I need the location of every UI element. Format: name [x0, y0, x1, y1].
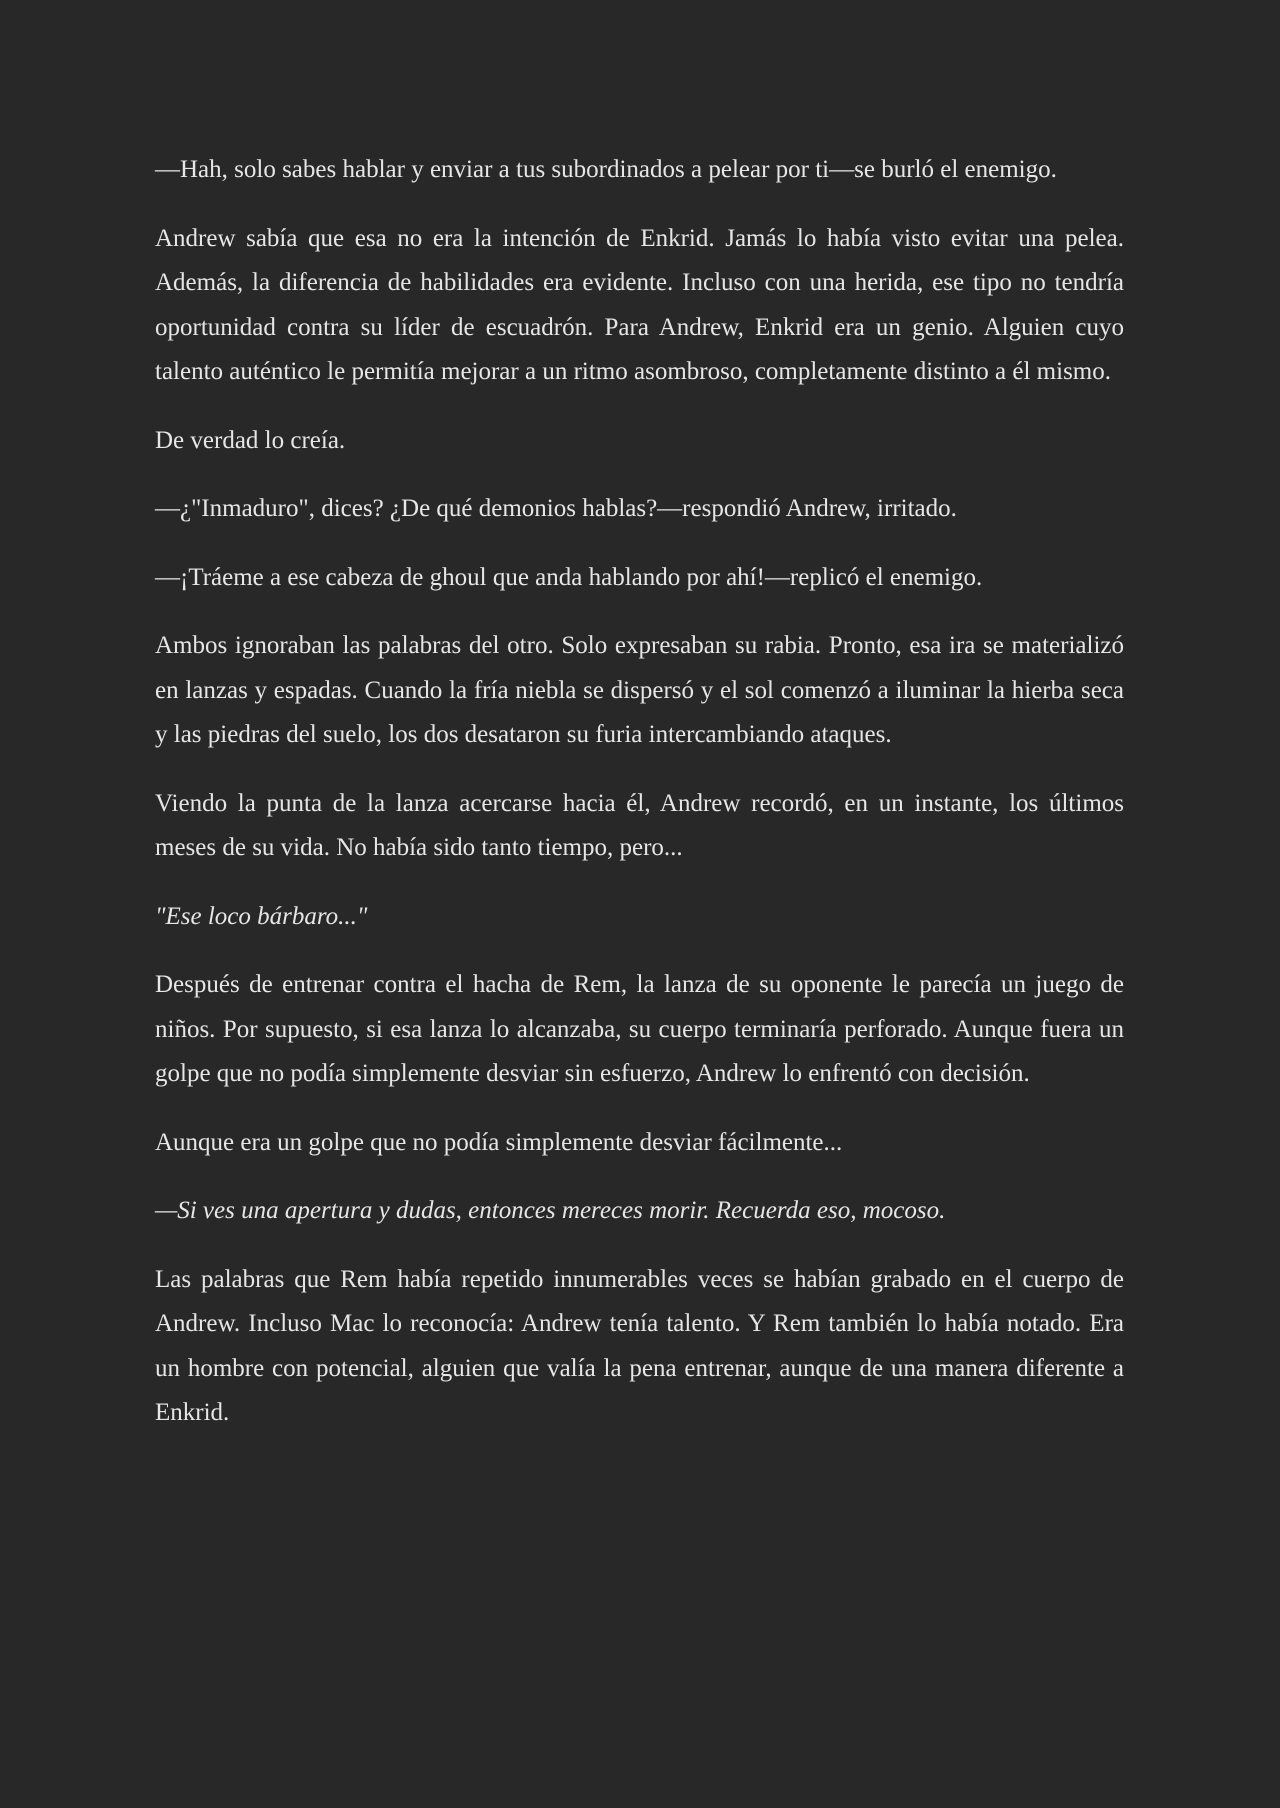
paragraph-12: Las palabras que Rem había repetido innumerables veces se habían grabado en el cuerpo de Andrew. Incluso Mac lo reconocía: Andrew tenía talento. Y Rem también lo había notado. Era un hombre con potencial, alguien que valía la pena entrenar, aunque de una manera diferente a Enkrid. [155, 1265, 1124, 1426]
paragraph-6: Ambos ignoraban las palabras del otro. Solo expresaban su rabia. Pronto, esa ira se materializó en lanzas y espadas. Cuando la fría niebla se dispersó y el sol comenzó a iluminar la hierba seca y las piedras del suelo, los dos desataron su furia intercambiando ataques. [155, 632, 1124, 748]
paragraph-5: —¡Tráeme a ese cabeza de ghoul que anda hablando por ahí!—replicó el enemigo. [155, 563, 983, 591]
paragraph-7: Viendo la punta de la lanza acercarse hacia él, Andrew recordó, en un instante, los últimos meses de su vida. No había sido tanto tiempo, pero... [155, 789, 1124, 861]
paragraph-4: —¿"Inmaduro", dices? ¿De qué demonios hablas?—respondió Andrew, irritado. [155, 495, 957, 522]
paragraph-1: —Hah, solo sabes hablar y enviar a tus subordinados a pelear por ti—se burló el enemigo. [155, 156, 1057, 183]
paragraph-11-memory: —Si ves una apertura y dudas, entonces mereces morir. Recuerda eso, mocoso. [155, 1197, 946, 1224]
paragraph-9: Después de entrenar contra el hacha de Rem, la lanza de su oponente le parecía un juego de niños. Por supuesto, si esa lanza lo alcanzaba, su cuerpo terminaría perforado. Aunque fuera un golpe que no podía simplemente desviar sin esfuerzo, Andrew lo enfrentó con decisión. [155, 971, 1124, 1087]
paragraph-3: De verdad lo creía. [155, 426, 346, 454]
paragraph-8-thought: "Ese loco bárbaro..." [155, 902, 368, 930]
paragraph-2: Andrew sabía que esa no era la intención de Enkrid. Jamás lo había visto evitar una pelea. Además, la diferencia de habilidades era evidente. Incluso con una herida, ese tipo no tendría oportunidad contra su líder de escuadrón. Para Andrew, Enkrid era un genio. Alguien cuyo talento auténtico le permitía mejorar a un ritmo asombroso, completamente distinto a él mismo. [155, 224, 1124, 385]
paragraph-10: Aunque era un golpe que no podía simplemente desviar fácilmente... [155, 1128, 843, 1156]
